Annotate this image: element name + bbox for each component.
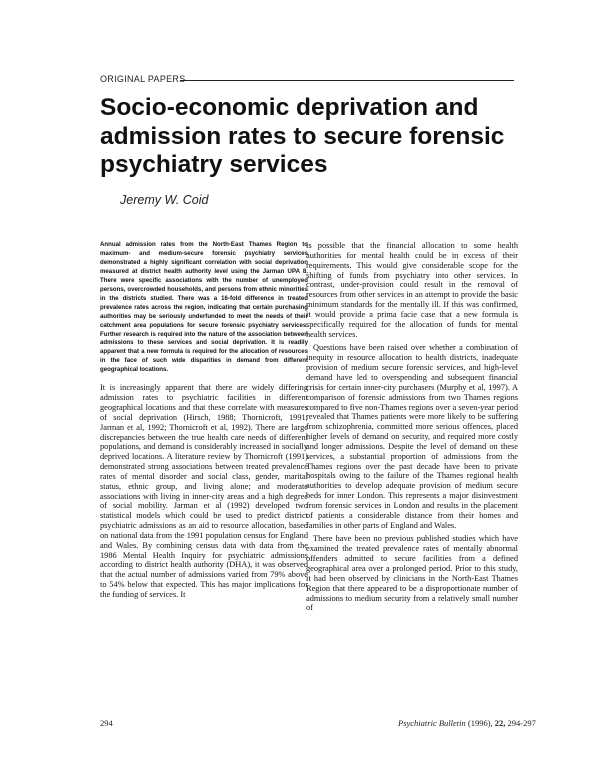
abstract: Annual admission rates from the North-East Thames Region to maximum- and medium-secure forensic psychiatry services demonstrated a highly significant correlation with social deprivation measured at district health authority level using the Jarman UPA 8. There were specific associations with the number of unemployed persons, overcrowded households, and persons from ethnic minorities in the districts studied. There was a 16-fold difference in treated prevalence rates across the region, indicating that certain purchasing authorities may be seriously underfunded to meet the needs of their catchment area populations for secure forensic psychiatry services. Further research is required into the nature of the association between admissions to these services and social deprivation. It is readily apparent that a new formula is required for the allocation of resources in the face of such wide disparities in demand from different geographical locations. — [100, 241, 308, 374]
body-paragraph: is possible that the financial allocation to some health authorities for mental health could be in excess of their requirements. This would give considerable scope for the shifting of funds from psychiatry into other services. In contrast, under-provision could result in the removal of resources from other services in an attempt to provide the basic minimum standards for the mentally ill. If this was confirmed, it would provide a prima facie case that a new formula is specifically required for the allocation of funds for mental health services. — [306, 241, 518, 339]
article-title: Socio-economic deprivation and admission rates to secure forensic psychiatry services — [100, 94, 505, 178]
body-paragraph: It is increasingly apparent that there are widely differing admission rates to psychiatric facilities in different geographical locations and that these correlate with measures of social deprivation (Hirsch, 1988; Thornicroft, 1991; Jarman et al, 1992; Thornicroft et al, 1992). There are large discrepancies between the true health care needs of different populations, and demand is considerably increased in socially deprived locations. A literature review by Thornicroft (1991) demonstrated strong associations between treated prevalence rates of mental disorder and social class, gender, marital status, ethnic group, and living alone; and moderate associations with living in inner-city areas and a high degree of social mobility. Jarman et al (1992) developed two statistical models which could be used to predict district psychiatric admissions as an aid to resource allocation, based on national data from the 1991 population census for England and Wales. By combining census data with data from the 1986 Mental Health Inquiry for psychiatric admissions according to district health authority (DHA), it was observed that the actual number of admissions varied from 79% above to 54% below that expected. This has major implications for the funding of services. It — [100, 383, 308, 600]
body-paragraph: Questions have been raised over whether a combination of inequity in resource allocation to health districts, inadequate provision of medium secure forensic services, and high-level demand have led to overspending and subsequent financial crisis for certain inner-city purchasers (Murphy et al, 1997). A comparison of forensic admissions from two Thames regions compared to five non-Thames regions over a seven-year period revealed that Thames patients were more likely to be suffering from schizophrenia, committed more serious offences, placed higher levels of demand on security, and required more costly and longer admissions. Despite the level of demand on these services, a substantial proportion of admissions from the Thames regions over the past decade have been to private hospitals owing to the failure of the Thames regional health authorities to develop adequate provision of medium secure beds for inner London. This represents a major disinvestment from forensic services in London and results in the placement of patients a considerable distance from their homes and families in other parts of England and Wales. — [306, 343, 518, 530]
journal-pages: 294-297 — [507, 718, 536, 728]
journal-volume: 22, — [494, 718, 506, 728]
article-author: Jeremy W. Coid — [120, 193, 209, 207]
body-paragraph: There have been no previous published studies which have examined the treated prevalence rates of mentally abnormal offenders admitted to secure facilities from a defined geographical area over a prolonged period. Prior to this study, it had been observed by clinicians in the North-East Thames Region that there appeared to be a disproportionate number of admissions to medium security from a relatively small number of — [306, 534, 518, 613]
section-label: ORIGINAL PAPERS — [100, 74, 186, 84]
page-number: 294 — [100, 718, 113, 728]
right-column — [306, 241, 518, 613]
journal-name: Psychiatric Bulletin — [398, 718, 466, 728]
journal-citation — [398, 718, 536, 728]
section-rule — [180, 80, 514, 81]
journal-year: (1996), — [467, 718, 493, 728]
left-column — [100, 241, 308, 600]
